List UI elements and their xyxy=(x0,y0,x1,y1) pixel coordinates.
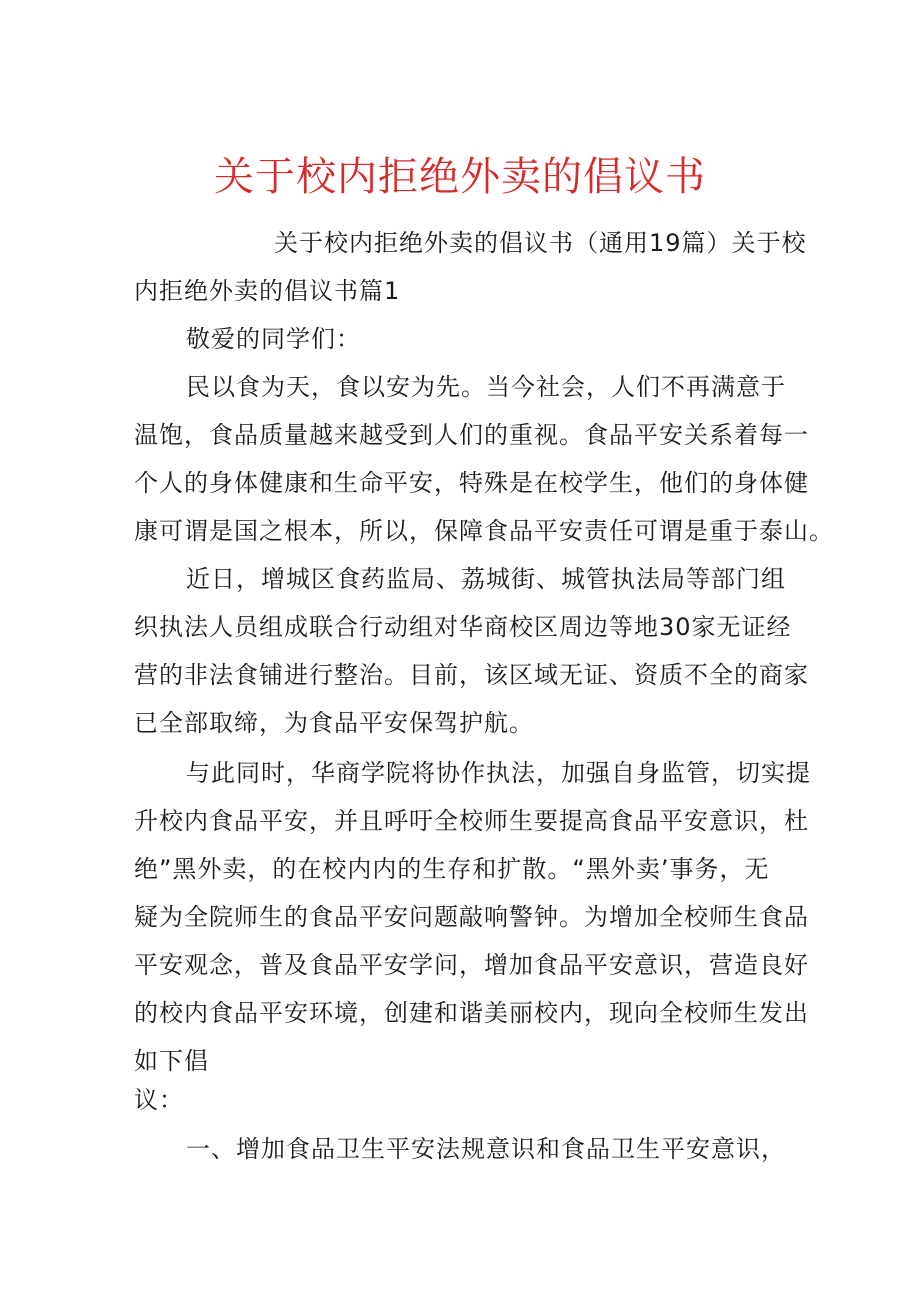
section-1-line-1: 一、增加食品卫生平安法规意识和食品卫生平安意识， xyxy=(186,1135,786,1163)
paragraph-1-line-4: 康可谓是国之根本，所以，保障食品平安责任可谓是重于泰山。 xyxy=(134,517,834,545)
document-title: 关于校内拒绝外卖的倡议书 xyxy=(214,154,706,200)
paragraph-1-line-2: 温饱，食品质量越来越受到人们的重视。食品平安关系着每一 xyxy=(134,421,809,449)
intro-line-1: 关于校内拒绝外卖的倡议书（通用19篇）关于校 xyxy=(274,229,807,257)
paragraph-3-line-5: 平安观念，普及食品平安学问，增加食品平安意识，营造良好 xyxy=(134,951,809,979)
paragraph-2-line-2: 织执法人员组成联合行动组对华商校区周边等地30家无证经 xyxy=(134,613,792,641)
salutation: 敬爱的同学们： xyxy=(186,325,361,353)
paragraph-3-line-8: 议： xyxy=(134,1086,184,1114)
paragraph-3-line-4: 疑为全院师生的食品平安问题敲响警钟。为增加全校师生食品 xyxy=(134,903,809,931)
paragraph-3-line-1: 与此同时，华商学院将协作执法，加强自身监管，切实提 xyxy=(186,759,811,787)
paragraph-2-line-4: 已全部取缔，为食品平安保驾护航。 xyxy=(134,709,534,737)
paragraph-3-line-2: 升校内食品平安，并且呼吁全校师生要提高食品平安意识，杜 xyxy=(134,807,809,835)
paragraph-2-line-3: 营的非法食铺进行整治。目前，该区域无证、资质不全的商家 xyxy=(134,661,809,689)
paragraph-3-line-3: 绝”黑外卖，的在校内内的生存和扩散。“黑外卖’事务，无 xyxy=(134,855,770,883)
paragraph-1-line-1: 民以食为天，食以安为先。当今社会，人们不再满意于 xyxy=(186,373,786,401)
paragraph-1-line-3: 个人的身体健康和生命平安，特殊是在校学生，他们的身体健 xyxy=(134,469,809,497)
paragraph-2-line-1: 近日，增城区食药监局、荔城街、城管执法局等部门组 xyxy=(186,565,786,593)
paragraph-3-line-7: 如下倡 xyxy=(134,1047,209,1075)
paragraph-3-line-6: 的校内食品平安环境，创建和谐美丽校内，现向全校师生发出 xyxy=(134,999,809,1027)
intro-line-2: 内拒绝外卖的倡议书篇1 xyxy=(134,277,401,305)
